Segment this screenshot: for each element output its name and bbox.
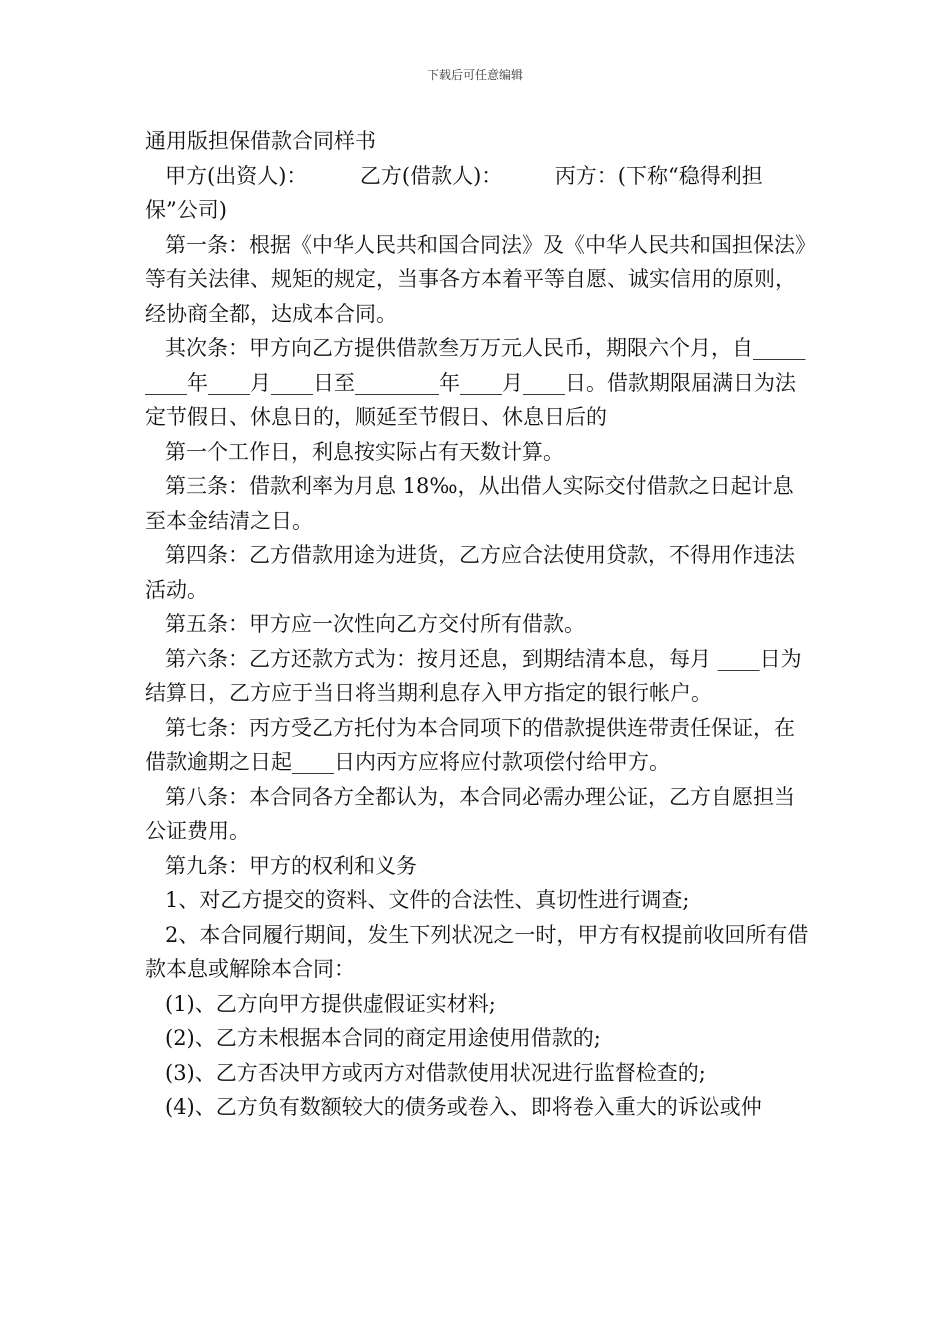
article-1: 第一条：根据《中华人民共和国合同法》及《中华人民共和国担保法》等有关法律、规矩的规定，当事各方本着平等自愿、诚实信用的原则，经协商全都，达成本合同。 — [145, 232, 806, 326]
article-5: 第五条：甲方应一次性向乙方交付所有借款。 — [165, 612, 585, 636]
page-header: 下载后可任意编辑 — [426, 68, 523, 82]
article-9-subitem-1: (1)、乙方向甲方提供虚假证实材料; — [165, 991, 496, 1016]
parties-paragraph: 甲方(出资人)： 乙方(借款人)： 丙方：(下称“稳得利担保”公司) — [145, 163, 763, 222]
article-9-subitem-4: (4)、乙方负有数额较大的债务或卷入、即将卷入重大的诉讼或仲 — [165, 1095, 762, 1119]
article-9-item-2: 2、本合同履行期间，发生下列状况之一时，甲方有权提前收回所有借款本息或解除本合同： — [145, 922, 809, 981]
article-6: 第六条：乙方还款方式为：按月还息，到期结清本息，每月 ____日为结算日，乙方应于当日将当期利息存入甲方指定的银行帐户。 — [145, 646, 802, 705]
article-9-item-1: 1、对乙方提交的资料、文件的合法性、真切性进行调查; — [165, 888, 690, 912]
article-9: 第九条：甲方的权利和义务 — [165, 853, 417, 878]
document-title: 通用版担保借款合同样书 — [145, 129, 376, 153]
article-8: 第八条：本合同各方全都认为，本合同必需办理公证，乙方自愿担当公证费用。 — [145, 784, 795, 843]
article-2-continued: 第一个工作日，利息按实际占有天数计算。 — [165, 439, 564, 464]
article-2: 其次条：甲方向乙方提供借款叁万万元人民币，期限六个月，自_________年____月____日至________年____月____日。借款期限届满日为法定节假日、休息日的，顺延至节假日、休息日后的 — [145, 336, 806, 429]
article-9-subitem-2: (2)、乙方未根据本合同的商定用途使用借款的; — [165, 1026, 601, 1050]
article-4: 第四条：乙方借款用途为进货，乙方应合法使用贷款，不得用作违法活动。 — [145, 543, 795, 602]
article-3: 第三条：借款利率为月息 18‰，从出借人实际交付借款之日起计息至本金结清之日。 — [145, 474, 794, 533]
document-body — [145, 124, 810, 1125]
article-7: 第七条：丙方受乙方托付为本合同项下的借款提供连带责任保证，在借款逾期之日起____日内丙方应将应付款项偿付给甲方。 — [145, 715, 795, 774]
article-9-subitem-3: (3)、乙方否决甲方或丙方对借款使用状况进行监督检查的; — [165, 1060, 706, 1085]
